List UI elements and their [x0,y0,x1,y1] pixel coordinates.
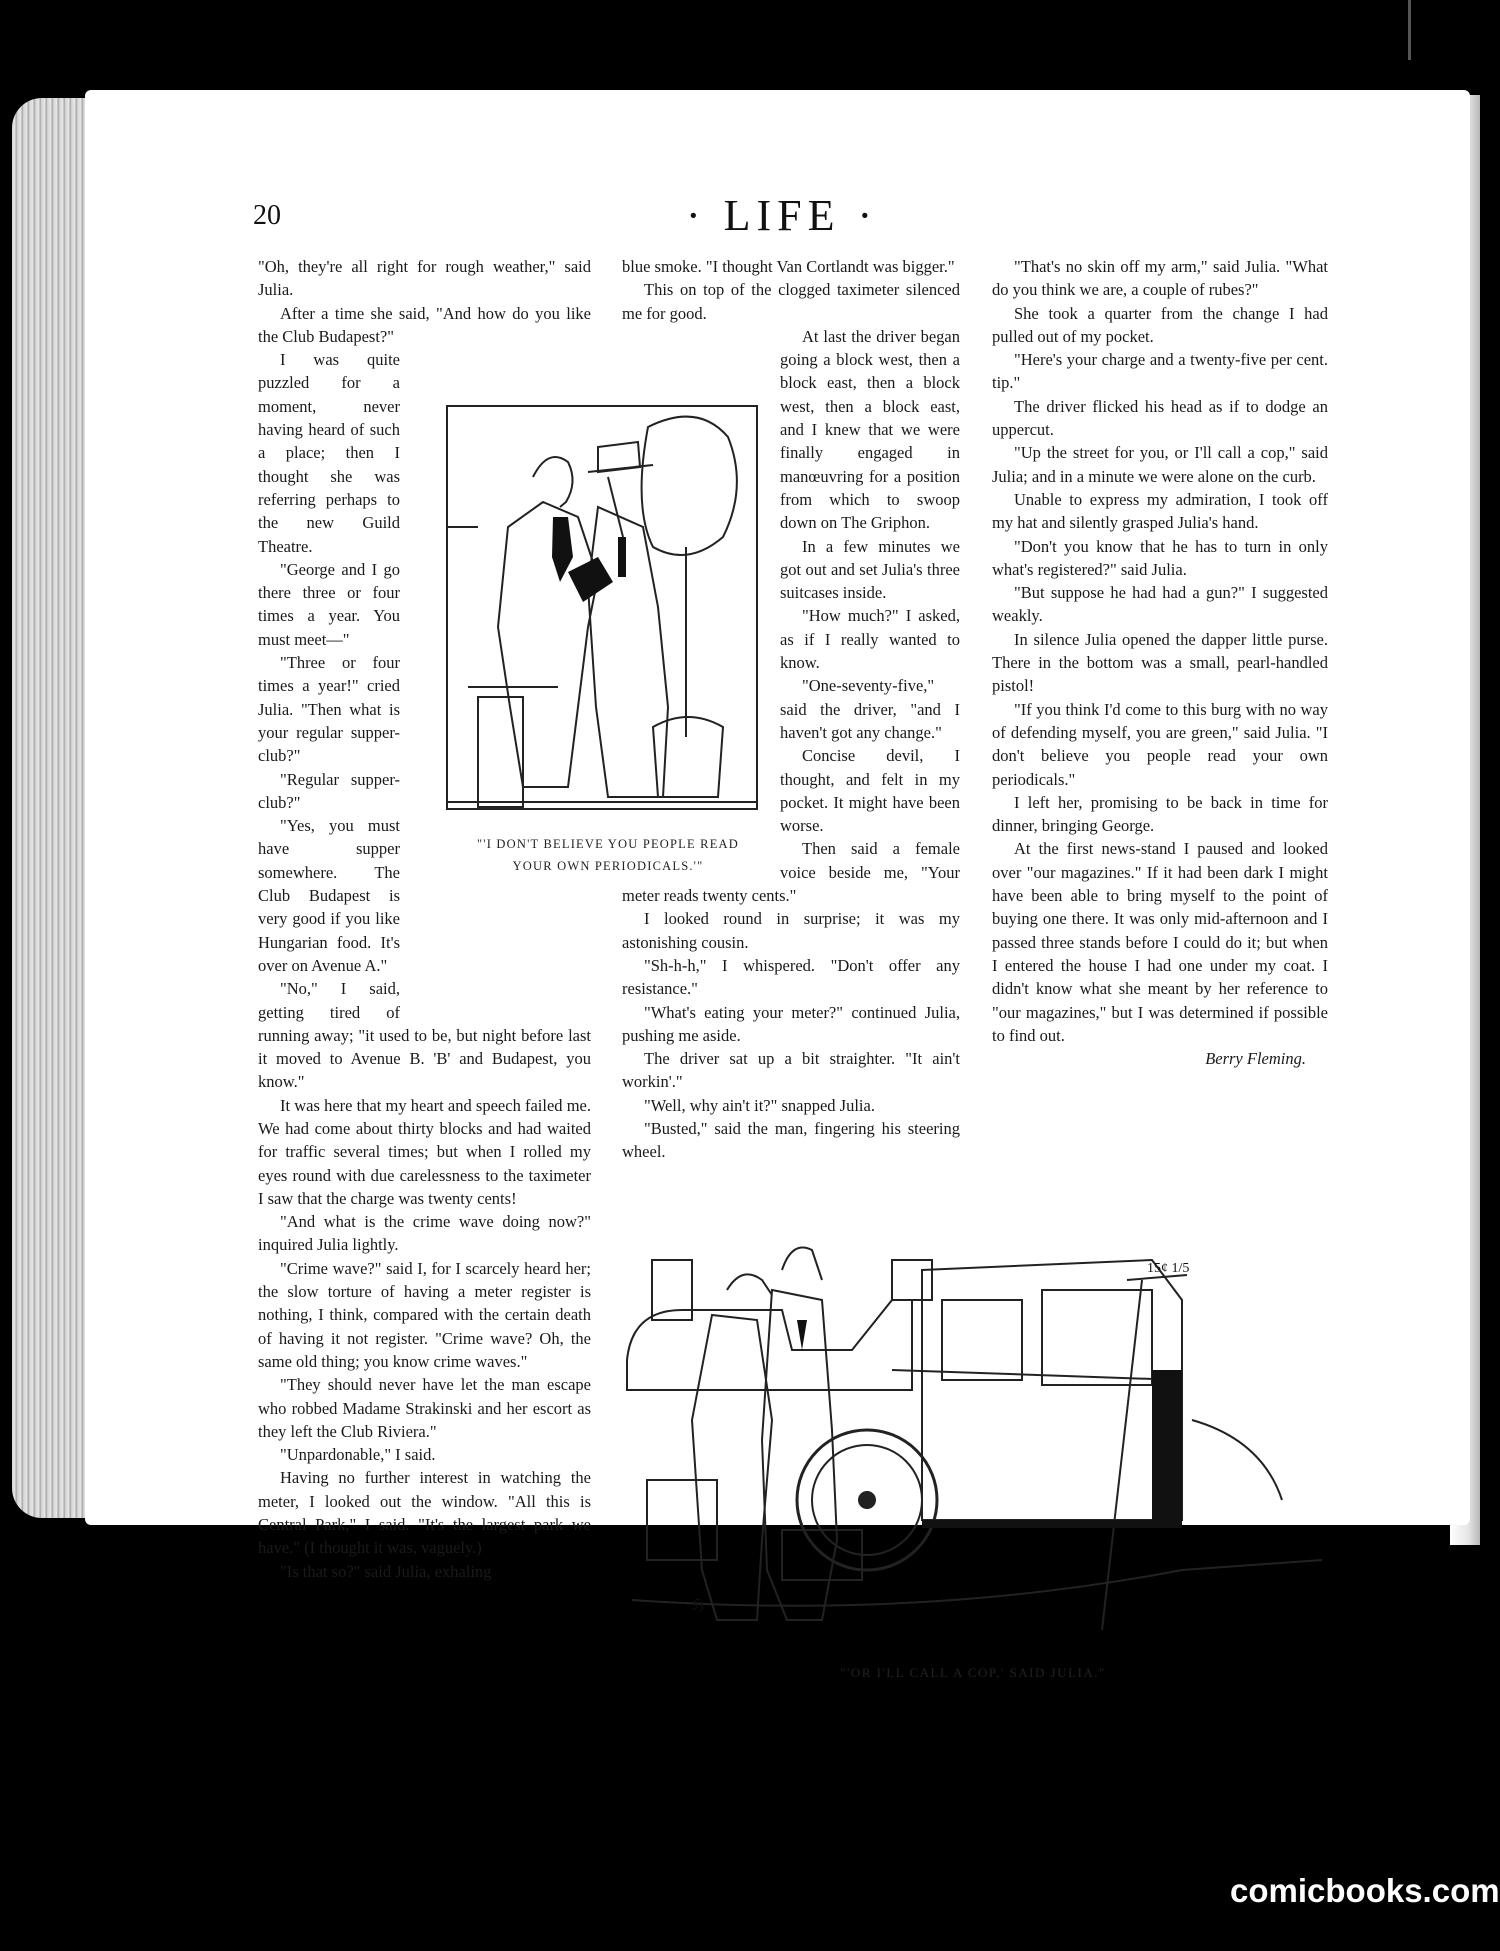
column-2-paragraph: In a few minutes we got out and set Julia's three suitcases inside. [780,536,960,603]
column-3-paragraph: "But suppose he had had a gun?" I suggested weakly. [992,583,1328,626]
column-1-paragraph: "Unpardonable," I said. [280,1445,436,1465]
illustration-top [446,405,758,810]
column-2-paragraph: I looked round in surprise; it was my astonishing cousin. [622,909,960,952]
artist-signature: ℌ [692,1597,705,1614]
illustration-top-caption [448,833,768,877]
column-3-paragraph: "That's no skin off my arm," said Julia. "What do you think we are, a couple of rubes?" [992,257,1328,300]
column-2-paragraph: blue smoke. "I thought Van Cortlandt was bigger." [622,257,955,276]
illustration-bottom [622,1240,1324,1640]
column-3-paragraph: In silence Julia opened the dapper little purse. There in the bottom was a small, pearl-handled pistol! [992,629,1328,696]
caption-line: "'OR I'LL CALL A COP,' SAID JULIA." [840,1665,1106,1680]
column-2-paragraph: "How much?" I asked, as if I really wanted to know. [780,606,960,673]
text-column-3 [992,255,1328,1255]
illustration-top-drawing [448,407,756,808]
column-1-paragraph: I was quite puzzled for a moment, never having heard of such a place; then I thought she was referring perhaps to the new Guild Theatre. [258,350,400,556]
illustration-bottom-drawing [622,1240,1324,1640]
column-3-paragraph: "Up the street for you, or I'll call a cop," said Julia; and in a minute we were alone on the curb. [992,443,1328,486]
column-3-paragraph: "If you think I'd come to this burg with no way of defending myself, you are green," said Julia. "I don't believe you people read your own periodicals." [992,699,1328,789]
column-2-paragraph: This on top of the clogged taximeter silenced me for good. [622,280,960,323]
column-2-paragraph: At last the driver began going a block west, then a block east, then a block west, then a block east, and I knew that we were finally engaged in manœuvring for a position from which to swoop down on The Griphon. [780,326,960,533]
column-1-paragraph: "George and I go there three or four times a year. You must meet—" [258,559,400,649]
column-1-paragraph: "Regular supper-club?" [258,769,400,812]
column-1-paragraph: Having no further interest in watching the meter, I looked out the window. "All this is Central Park," I said. "It's the largest park we have." (I thought it was, vaguely.) [258,1468,591,1558]
running-head: · LIFE · [686,191,879,240]
binding-mark [1408,0,1411,60]
column-1-paragraph: "Oh, they're all right for rough weather," said Julia. [258,257,591,300]
column-3-paragraph: The driver flicked his head as if to dodge an uppercut. [992,396,1328,440]
caption-line: YOUR OWN PERIODICALS.'" [512,859,704,873]
column-1-paragraph: "Crime wave?" said I, for I scarcely heard her; the slow torture of having a meter register is nothing, I think, compared with the certain death of having it not register. "Crime wave? Oh, the same old thing; you know crime waves." [258,1258,591,1371]
column-3-paragraph: I left her, promising to be back in time for dinner, bringing George. [992,792,1328,836]
column-3-paragraph: "Here's your charge and a twenty-five per cent. tip." [992,350,1328,393]
watermark: comicbooks.com [1230,1872,1500,1909]
column-2-paragraph: "Well, why ain't it?" snapped Julia. [644,1095,875,1115]
column-1-paragraph: "No," I said, getting tired of running away; "it used to be, but night before last it moved to Avenue B. 'B' and Budapest, you know." [258,979,591,1092]
page-number: 20 [253,200,281,231]
column-1-paragraph: It was here that my heart and speech failed me. We had come about thirty blocks and had waited for traffic several times; but when I rolled my eyes round with due carelessness to the taximeter I saw that the charge was twenty cents! [258,1095,591,1208]
column-2-paragraph: Then said a female voice beside me, "Your meter reads twenty cents." [622,839,960,906]
column-2-paragraph: "What's eating your meter?" continued Julia, pushing me aside. [622,1002,960,1045]
byline: Berry Fleming. [1205,1049,1306,1069]
column-3-paragraph: She took a quarter from the change I had pulled out of my pocket. [992,303,1328,346]
caption-line: "'I DON'T BELIEVE YOU PEOPLE READ [476,837,740,851]
column-1-paragraph: "Is that so?" said Julia, exhaling [280,1561,492,1581]
column-1-paragraph: "They should never have let the man escape who robbed Madame Strakinski and her escort as they left the Club Riviera." [258,1375,591,1441]
column-2-paragraph: "Sh-h-h," I whispered. "Don't offer any resistance." [622,955,960,999]
column-1-paragraph: "And what is the crime wave doing now?" inquired Julia lightly. [258,1212,591,1255]
column-2-paragraph: "Busted," said the man, fingering his steering wheel. [622,1118,960,1162]
illustration-bottom-caption [622,1665,1324,1681]
column-2-paragraph: The driver sat up a bit straighter. "It ain't workin'." [622,1049,960,1092]
taxi-sign-text: 15¢ 1/5 [1147,1261,1190,1276]
column-1-paragraph: After a time she said, "And how do you like the Club Budapest?" [258,303,591,346]
column-2-paragraph: "One-seventy-five," said the driver, "and I haven't got any change." [780,676,960,742]
column-3-paragraph: "Don't you know that he has to turn in only what's registered?" said Julia. [992,536,1328,579]
column-2-paragraph: Concise devil, I thought, and felt in my pocket. It might have been worse. [780,746,960,836]
column-3-paragraph: At the first news-stand I paused and looked over "our magazines." If it had been dark I might have been able to bring myself to the point of buying one there. It was only mid-afternoon and I passed three stands before I could do it; but when I entered the house I had one under my coat. I didn't know what she meant by her reference to "our magazines," but I was determined if possible to find out. [992,839,1328,1045]
column-3-paragraph: Unable to express my admiration, I took off my hat and silently grasped Julia's hand. [992,489,1328,533]
column-1-paragraph: "Three or four times a year!" cried Julia. "Then what is your regular supper-club?" [258,653,400,766]
column-1-paragraph: "Yes, you must have supper somewhere. The Club Budapest is very good if you like Hungarian food. It's over on Avenue A." [258,816,400,975]
